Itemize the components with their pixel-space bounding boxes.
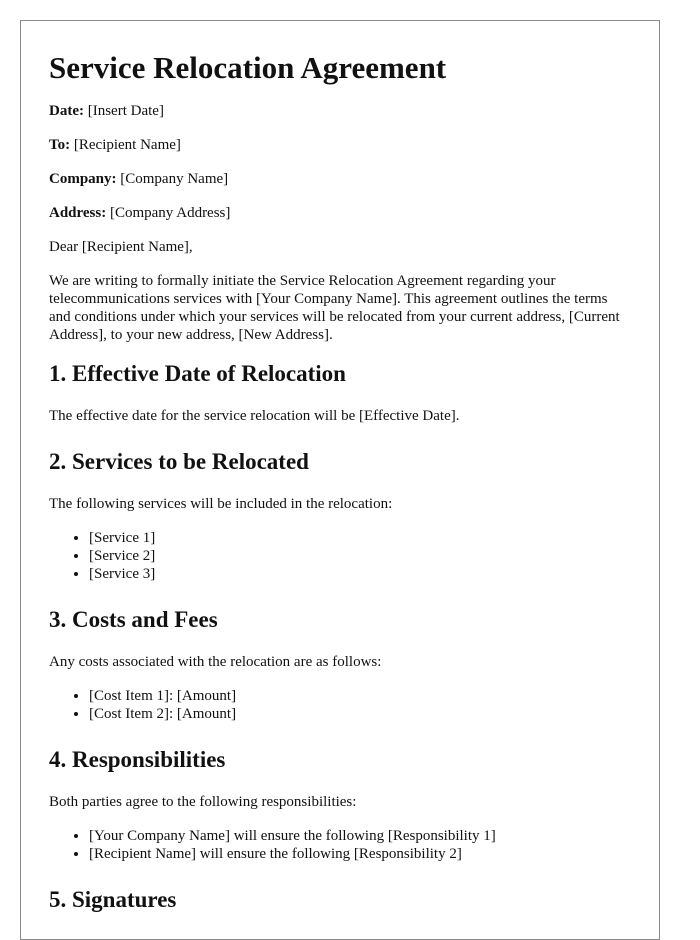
document-page: [20, 20, 660, 940]
company-value: [Company Name]: [120, 171, 229, 187]
responsibilities-list: [49, 827, 631, 863]
company-label: Company:: [49, 171, 117, 187]
section-heading-responsibilities: 4. Responsibilities: [49, 747, 226, 772]
list-item: • [Your Company Name] will ensure the following [Responsibility 1]: [89, 827, 631, 845]
costs-list: [49, 687, 631, 723]
list-item: • [Cost Item 1]: [Amount]: [89, 687, 631, 705]
list-item: • [Recipient Name] will ensure the following [Responsibility 2]: [89, 845, 631, 863]
document-title: Service Relocation Agreement: [49, 50, 447, 85]
section-heading-services: 2. Services to be Relocated: [49, 449, 309, 474]
date-value: [Insert Date]: [87, 103, 164, 119]
address-field: [49, 204, 631, 222]
intro-paragraph: We are writing to formally initiate the Service Relocation Agreement regarding your telecommunications services with [Your Company Name]. This agreement outlines the terms and conditions under which your services will be relocated from your current address, [Current Address], to your new address, [New Address].: [49, 273, 620, 343]
salutation: Dear [Recipient Name],: [49, 239, 193, 255]
to-field: [49, 136, 631, 154]
to-label: To:: [49, 137, 71, 153]
address-value: [Company Address]: [109, 205, 231, 221]
list-item: • [Service 1]: [89, 529, 631, 547]
date-field: [49, 102, 631, 120]
date-label: Date:: [49, 103, 84, 119]
address-label: Address:: [49, 205, 107, 221]
list-item: • [Service 2]: [89, 547, 631, 565]
section-text-effective-date: The effective date for the service relocation will be [Effective Date].: [49, 408, 460, 424]
section-text-costs: Any costs associated with the relocation are as follows:: [49, 654, 382, 670]
section-text-services: The following services will be included in the relocation:: [49, 496, 393, 512]
section-heading-signatures: 5. Signatures: [49, 887, 177, 912]
list-item: • [Cost Item 2]: [Amount]: [89, 705, 631, 723]
to-value: [Recipient Name]: [73, 137, 181, 153]
section-heading-costs: 3. Costs and Fees: [49, 607, 218, 632]
section-heading-effective-date: 1. Effective Date of Relocation: [49, 361, 346, 386]
section-text-responsibilities: Both parties agree to the following responsibilities:: [49, 794, 357, 810]
company-field: [49, 170, 631, 188]
list-item: • [Service 3]: [89, 565, 631, 583]
services-list: [49, 529, 631, 583]
